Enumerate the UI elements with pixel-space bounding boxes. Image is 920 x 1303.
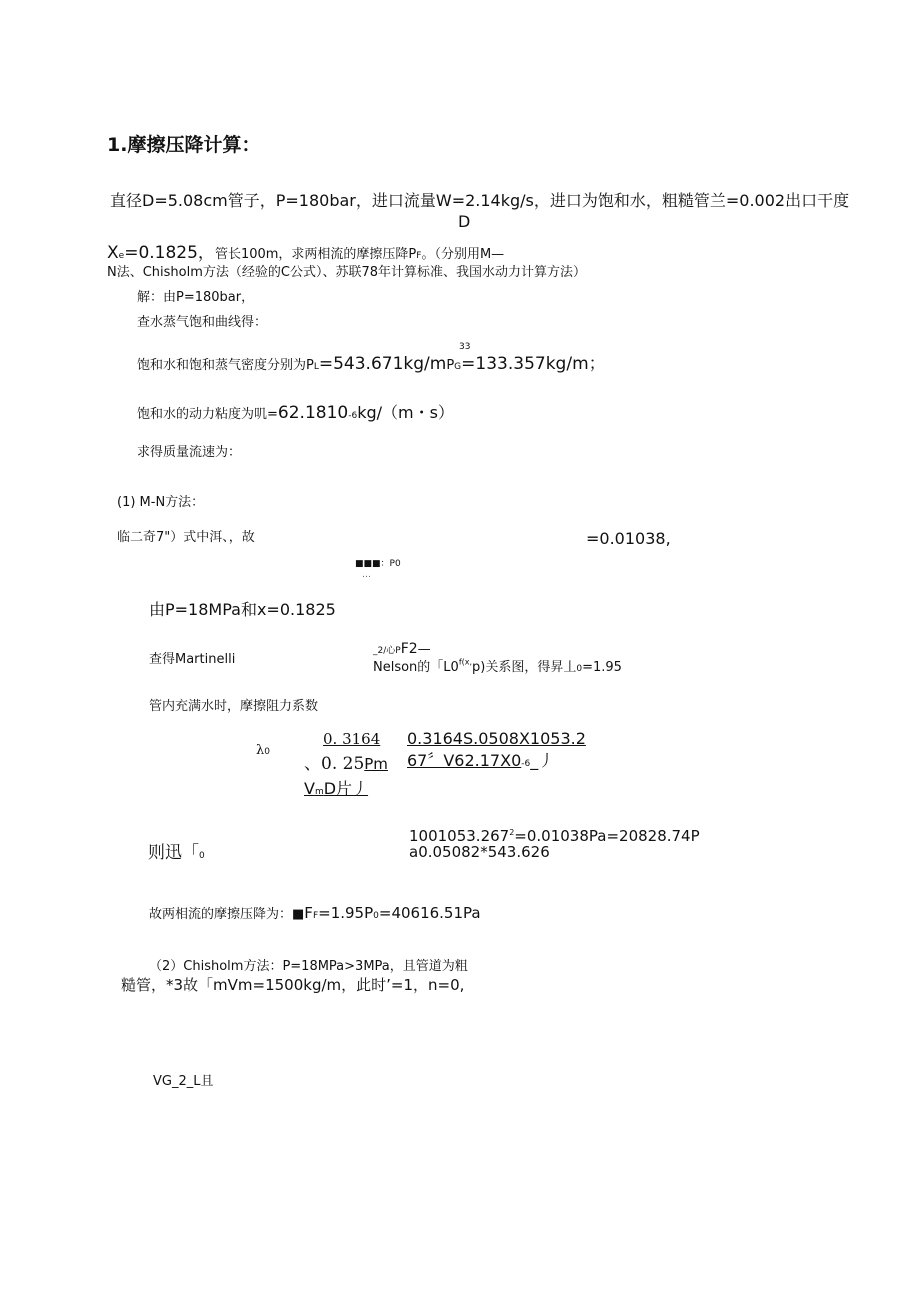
mn-formula-text: 临二奇7"）式中洱、，故 [117, 530, 255, 545]
mn-result: =0.01038, [586, 529, 671, 548]
problem-line-1: 直径D=5.08cm管子，P=180bar，进口流量W=2.14kg/s，进口为饱和水，粗糙管兰=0.002出口干度 [110, 191, 850, 210]
density-units-superscript: 33 [459, 342, 471, 352]
final-value-a: =1.95P [318, 904, 374, 922]
fraction-denominator [304, 756, 388, 773]
final-result-line [149, 905, 481, 921]
solution-given: 解：由P=180bar， [137, 290, 255, 305]
mass-flow-label: 求得质量流速为： [137, 445, 242, 460]
fraction-numerator: 0. 3164 [323, 730, 381, 748]
nelson-superscript: f(x, [458, 657, 473, 667]
xe-subscript: e [118, 251, 125, 261]
density-label: 饱和水和饱和蒸气密度分别为P [137, 358, 314, 373]
xe-value: =0.1825， [124, 243, 215, 263]
xe-symbol: X [107, 243, 119, 263]
vm-subscript: m [314, 787, 324, 797]
full-water-label: 管内充满水时，摩擦阻力系数 [149, 699, 319, 714]
pf2-line [373, 640, 431, 656]
dp-line-1-b: =0.01038Pa=20828.74P [514, 827, 700, 845]
lambda-symbol [256, 741, 270, 757]
then-text: 则迅「 [148, 843, 199, 863]
dp-line-2: a0.05082*543.626 [409, 843, 550, 861]
viscosity-exponent: -6 [348, 411, 358, 421]
calc-denominator [407, 753, 554, 769]
chisholm-fragment: VG_2_L且 [153, 1074, 214, 1089]
rho-l-sub: L [313, 362, 319, 372]
fraction-denominator-2 [304, 781, 368, 797]
denominator-pm: Pm [364, 755, 388, 773]
final-label: 故两相流的摩擦压降为：■ [149, 907, 305, 922]
final-value-b: =40616.51Pa [378, 904, 481, 922]
calc-numerator: 0.3164S.0508X1053.2 [407, 729, 586, 748]
problem-line-2 [107, 245, 504, 262]
dp-line-1-a: 1001053.267 [409, 827, 510, 845]
pipe-length-text: 管长100m，求两相流的摩擦压降P [214, 247, 417, 262]
viscosity-label: 饱和水的动力粘度为叽= [137, 407, 278, 422]
mn-method-title: (1) M-N方法： [117, 495, 205, 510]
nelson-line [373, 658, 622, 674]
nelson-graph-text: p)关系图，得昇丄 [472, 660, 577, 675]
nelson-value: =1.95 [582, 660, 622, 675]
denominator-value: 、0. 25 [304, 754, 365, 774]
then-label [148, 845, 205, 862]
lambda-glyph: λ [256, 743, 265, 758]
mn-small-fragment: … [362, 570, 371, 580]
nelson-text: Nelson的「L0 [373, 660, 459, 675]
density-line [137, 356, 606, 373]
pf2-tail: — [417, 642, 431, 657]
dp-line-1-sup: 2 [509, 828, 515, 837]
calc-den-exponent: -6 [521, 759, 531, 769]
final-p0-sub: 0 [373, 911, 379, 921]
vm-tail: D片丿 [323, 779, 369, 798]
chisholm-line-2 [121, 977, 464, 993]
calc-den-value: 67〞V62.17X0 [407, 751, 522, 770]
final-f-sub: F [312, 911, 319, 921]
chisholm-line-2-text: 糙管，*3故「mVm=1500kg/m，此时’=1，n=0, [121, 976, 465, 994]
final-f: F [304, 904, 313, 922]
rho-l-value: =543.671kg/m [318, 354, 447, 374]
rho-g-sub: G [454, 362, 462, 372]
solution-lookup: 查水蒸气饱和曲线得： [137, 315, 268, 330]
calc-den-tail: _丿 [530, 751, 555, 770]
vm-symbol: V [304, 779, 315, 798]
section-heading: 1.摩擦压降计算： [107, 134, 261, 156]
pf2-prefix: _2/心P [373, 646, 401, 656]
viscosity-value: 62.1810 [277, 403, 349, 423]
pf2-sub: F2 [400, 641, 418, 657]
problem-d-label: D [458, 212, 471, 231]
chisholm-line-1: （2）Chisholm方法：P=18MPa>3MPa，且管道为粗 [149, 959, 468, 974]
dp-line-1 [409, 829, 700, 844]
lambda-sub: 0 [264, 747, 270, 757]
nelson-subscript: 0 [576, 664, 583, 674]
rho-g-symbol: P [446, 358, 455, 373]
then-sub: 0 [199, 851, 205, 861]
methods-intro: 。（分别用M— [421, 247, 505, 262]
martinelli-label: 查得Martinelli [149, 652, 236, 667]
viscosity-units: kg/（m・s） [357, 403, 454, 422]
condition-line: 由P=18MPa和x=0.1825 [149, 600, 336, 619]
rho-g-value: =133.357kg/m； [461, 354, 606, 374]
problem-line-3: N法、Chisholm方法（经验的C公式）、苏联78年计算标准、我国水动力计算方法） [107, 265, 587, 280]
viscosity-line [137, 405, 454, 422]
mn-small-label: ■■■：P0 [355, 559, 401, 569]
pf-subscript: F [416, 251, 422, 261]
